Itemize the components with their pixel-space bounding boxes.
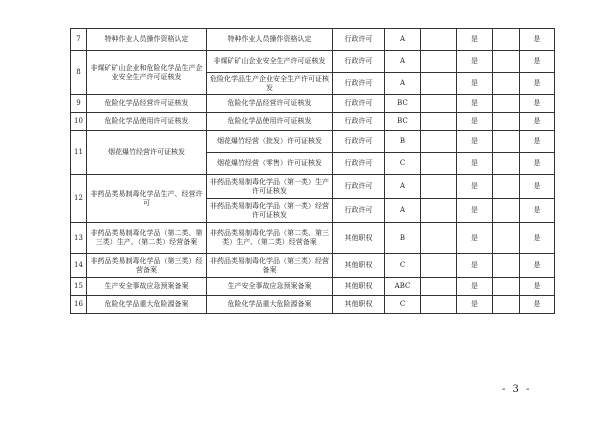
sub-item-name: 危险化学品生产企业安全生产许可证核发 — [207, 73, 333, 95]
cell-blank — [421, 199, 457, 223]
yes-mark: 是 — [457, 199, 493, 223]
power-category: 行政许可 — [333, 175, 385, 199]
row-number: 7 — [71, 29, 87, 51]
table-row — [71, 29, 555, 51]
yes-mark: 是 — [457, 95, 493, 113]
sub-item-name: 危险化学品经营许可证核发 — [207, 95, 333, 113]
power-category: 行政许可 — [333, 73, 385, 95]
cell-blank — [493, 113, 520, 131]
row-number: 11 — [71, 131, 87, 175]
yes-mark: 是 — [457, 29, 493, 51]
item-name: 特种作业人员操作资格认定 — [87, 29, 207, 51]
cell-blank — [421, 153, 457, 175]
power-category: 行政许可 — [333, 113, 385, 131]
yes-mark: 是 — [457, 113, 493, 131]
yes-mark: 是 — [457, 131, 493, 153]
item-name: 危险化学品使用许可证核发 — [87, 113, 207, 131]
power-category: 行政许可 — [333, 199, 385, 223]
cell-blank — [421, 29, 457, 51]
level-code: C — [385, 296, 421, 314]
item-name: 生产安全事故应急预案备案 — [87, 278, 207, 296]
yes-mark: 是 — [520, 113, 555, 131]
item-name: 非药品类易制毒化学品生产、经营许可 — [87, 175, 207, 223]
power-category: 行政许可 — [333, 51, 385, 73]
row-number: 15 — [71, 278, 87, 296]
yes-mark: 是 — [520, 95, 555, 113]
table-row — [71, 51, 555, 73]
sub-item-name: 危险化学品使用许可证核发 — [207, 113, 333, 131]
yes-mark: 是 — [520, 223, 555, 254]
yes-mark: 是 — [457, 296, 493, 314]
yes-mark: 是 — [457, 175, 493, 199]
item-name: 非药品类易制毒化学品（第二类、第三类）生产、（第二类）经营备案 — [87, 223, 207, 254]
power-category: 行政许可 — [333, 29, 385, 51]
cell-blank — [421, 113, 457, 131]
yes-mark: 是 — [520, 254, 555, 278]
yes-mark: 是 — [520, 153, 555, 175]
sub-item-name: 非煤矿矿山企业安全生产许可证核发 — [207, 51, 333, 73]
cell-blank — [493, 73, 520, 95]
level-code: A — [385, 199, 421, 223]
row-number: 13 — [71, 223, 87, 254]
table-row — [71, 278, 555, 296]
cell-blank — [493, 51, 520, 73]
cell-blank — [421, 73, 457, 95]
cell-blank — [493, 29, 520, 51]
row-number: 16 — [71, 296, 87, 314]
row-number: 12 — [71, 175, 87, 223]
sub-item-name: 烟花爆竹经营（零售）许可证核发 — [207, 153, 333, 175]
page-number: - 3 - — [502, 384, 532, 395]
yes-mark: 是 — [457, 254, 493, 278]
level-code: BC — [385, 95, 421, 113]
power-category: 其他职权 — [333, 223, 385, 254]
yes-mark: 是 — [457, 51, 493, 73]
sub-item-name: 烟花爆竹经营（批发）许可证核发 — [207, 131, 333, 153]
sub-item-name: 危险化学品重大危险源备案 — [207, 296, 333, 314]
yes-mark: 是 — [520, 296, 555, 314]
sub-item-name: 非药品类易制毒化学品（第一类）生产许可证核发 — [207, 175, 333, 199]
row-number: 8 — [71, 51, 87, 95]
cell-blank — [421, 51, 457, 73]
power-category: 其他职权 — [333, 254, 385, 278]
cell-blank — [493, 278, 520, 296]
table-row — [71, 296, 555, 314]
item-name: 危险化学品重大危险源备案 — [87, 296, 207, 314]
cell-blank — [493, 131, 520, 153]
yes-mark: 是 — [520, 29, 555, 51]
power-category: 行政许可 — [333, 153, 385, 175]
yes-mark: 是 — [520, 199, 555, 223]
cell-blank — [421, 278, 457, 296]
item-name: 危险化学品经营许可证核发 — [87, 95, 207, 113]
sub-item-name: 生产安全事故应急预案备案 — [207, 278, 333, 296]
power-category: 其他职权 — [333, 278, 385, 296]
yes-mark: 是 — [520, 131, 555, 153]
power-category: 行政许可 — [333, 131, 385, 153]
yes-mark: 是 — [520, 73, 555, 95]
yes-mark: 是 — [457, 153, 493, 175]
row-number: 14 — [71, 254, 87, 278]
level-code: A — [385, 29, 421, 51]
sub-item-name: 特种作业人员操作资格认定 — [207, 29, 333, 51]
yes-mark: 是 — [457, 73, 493, 95]
cell-blank — [493, 199, 520, 223]
table-row — [71, 175, 555, 199]
cell-blank — [421, 131, 457, 153]
level-code: B — [385, 223, 421, 254]
cell-blank — [421, 223, 457, 254]
yes-mark: 是 — [520, 278, 555, 296]
table-row — [71, 113, 555, 131]
yes-mark: 是 — [457, 223, 493, 254]
cell-blank — [493, 175, 520, 199]
level-code: ABC — [385, 278, 421, 296]
sub-item-name: 非药品类易制毒化学品（第二类、第三类）生产、（第二类）经营备案 — [207, 223, 333, 254]
cell-blank — [493, 153, 520, 175]
table-row — [71, 223, 555, 254]
item-name: 非煤矿矿山企业和危险化学品生产企业安全生产许可证核发 — [87, 51, 207, 95]
table-row — [71, 254, 555, 278]
level-code: C — [385, 153, 421, 175]
sub-item-name: 非药品类易制毒化学品（第一类）经营许可证核发 — [207, 199, 333, 223]
cell-blank — [421, 175, 457, 199]
table-row — [71, 131, 555, 153]
level-code: A — [385, 175, 421, 199]
item-name: 烟花爆竹经营许可证核发 — [87, 131, 207, 175]
cell-blank — [493, 223, 520, 254]
row-number: 9 — [71, 95, 87, 113]
power-category: 其他职权 — [333, 296, 385, 314]
yes-mark: 是 — [520, 175, 555, 199]
level-code: B — [385, 131, 421, 153]
level-code: BC — [385, 113, 421, 131]
cell-blank — [493, 296, 520, 314]
cell-blank — [493, 95, 520, 113]
row-number: 10 — [71, 113, 87, 131]
yes-mark: 是 — [457, 278, 493, 296]
permit-table — [70, 28, 555, 314]
level-code: A — [385, 73, 421, 95]
level-code: C — [385, 254, 421, 278]
cell-blank — [421, 254, 457, 278]
cell-blank — [421, 296, 457, 314]
yes-mark: 是 — [520, 51, 555, 73]
sub-item-name: 非药品类易制毒化学品（第三类）经营备案 — [207, 254, 333, 278]
power-category: 行政许可 — [333, 95, 385, 113]
cell-blank — [493, 254, 520, 278]
cell-blank — [421, 95, 457, 113]
item-name: 非药品类易制毒化学品（第三类）经营备案 — [87, 254, 207, 278]
table-row — [71, 95, 555, 113]
level-code: A — [385, 51, 421, 73]
